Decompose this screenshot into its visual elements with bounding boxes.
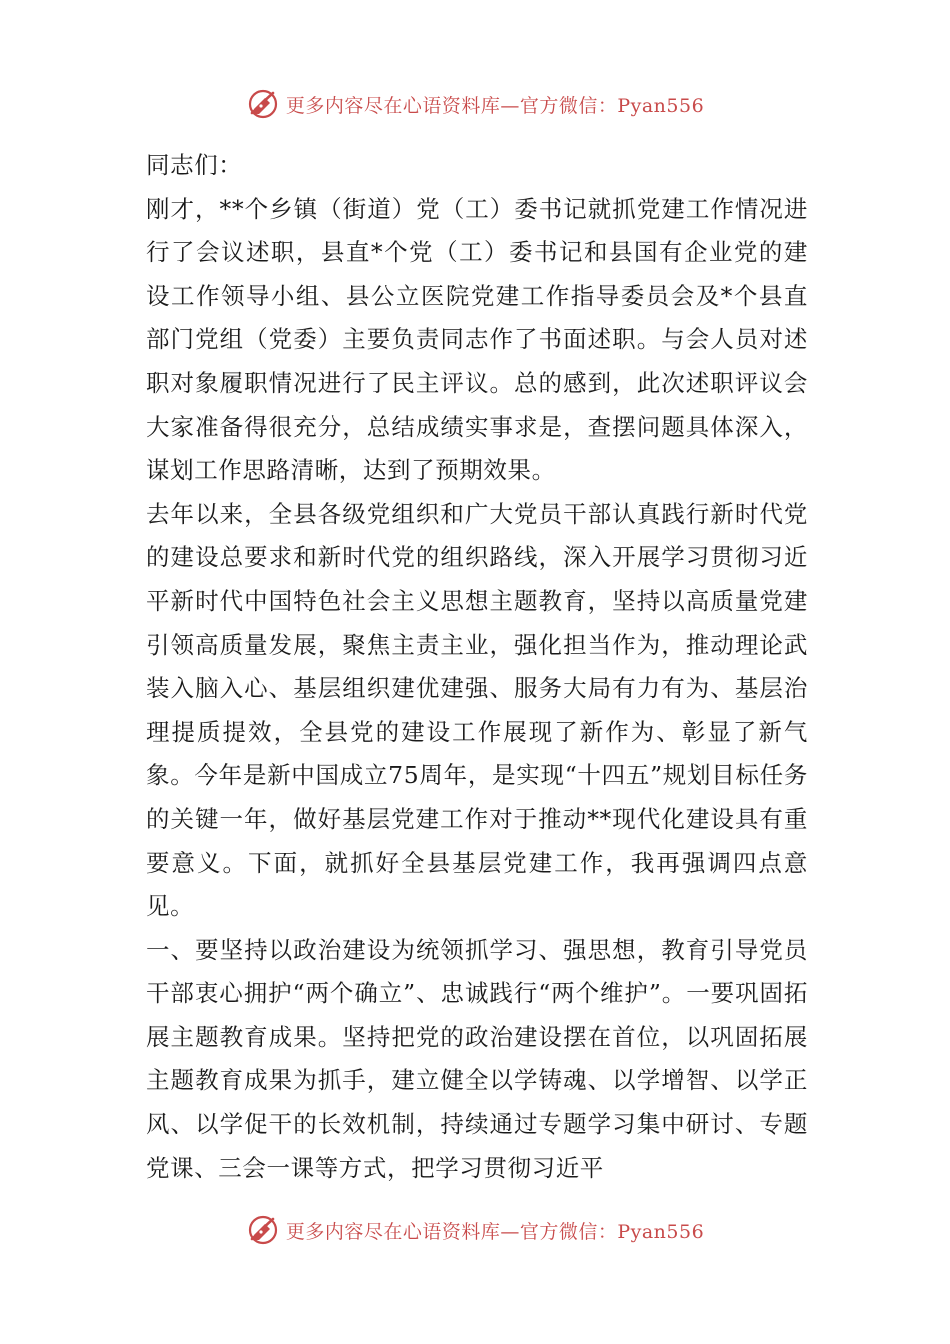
header-watermark	[0, 84, 950, 124]
header-watermark-text: 更多内容尽在心语资料库—官方微信：Pyan556	[285, 94, 705, 117]
footer-watermark-text: 更多内容尽在心语资料库—官方微信：Pyan556	[285, 1220, 705, 1243]
paragraph-1: 刚才，**个乡镇（街道）党（工）委书记就抓党建工作情况进行了会议述职，县直*个党（工）委书记和县国有企业党的建设工作领导小组、县公立医院党建工作指导委员会及*个县直部门党组（党委）主要负责同志作了书面述职。与会人员对述职对象履职情况进行了民主评议。总的感到，此次述职评议会大家准备得很充分，总结成绩实事求是，查摆问题具体深入，谋划工作思路清晰，达到了预期效果。	[146, 194, 808, 485]
pen-nib-logo-icon	[246, 87, 280, 121]
paragraph-3: 一、要坚持以政治建设为统领抓学习、强思想，教育引导党员干部衷心拥护“两个确立”、忠诚践行“两个维护”。一要巩固拓展主题教育成果。坚持把党的政治建设摆在首位，以巩固拓展主题教育成果为抓手，建立健全以学铸魂、以学增智、以学正风、以学促干的长效机制，持续通过专题学习集中研讨、专题党课、三会一课等方式，把学习贯彻习近平	[146, 935, 808, 1182]
pen-nib-logo-icon	[246, 1213, 280, 1247]
document-body	[146, 144, 808, 1190]
salutation: 同志们：	[146, 151, 243, 179]
paragraph-2: 去年以来，全县各级党组织和广大党员干部认真践行新时代党的建设总要求和新时代党的组织路线，深入开展学习贯彻习近平新时代中国特色社会主义思想主题教育，坚持以高质量党建引领高质量发展，聚焦主责主业，强化担当作为，推动理论武装入脑入心、基层组织建优建强、服务大局有力有为、基层治理提质提效，全县党的建设工作展现了新作为、彰显了新气象。今年是新中国成立75周年，是实现“十四五”规划目标任务的关键一年，做好基层党建工作对于推动**现代化建设具有重要意义。下面，就抓好全县基层党建工作，我再强调四点意见。	[146, 499, 808, 921]
footer-watermark	[0, 1210, 950, 1250]
